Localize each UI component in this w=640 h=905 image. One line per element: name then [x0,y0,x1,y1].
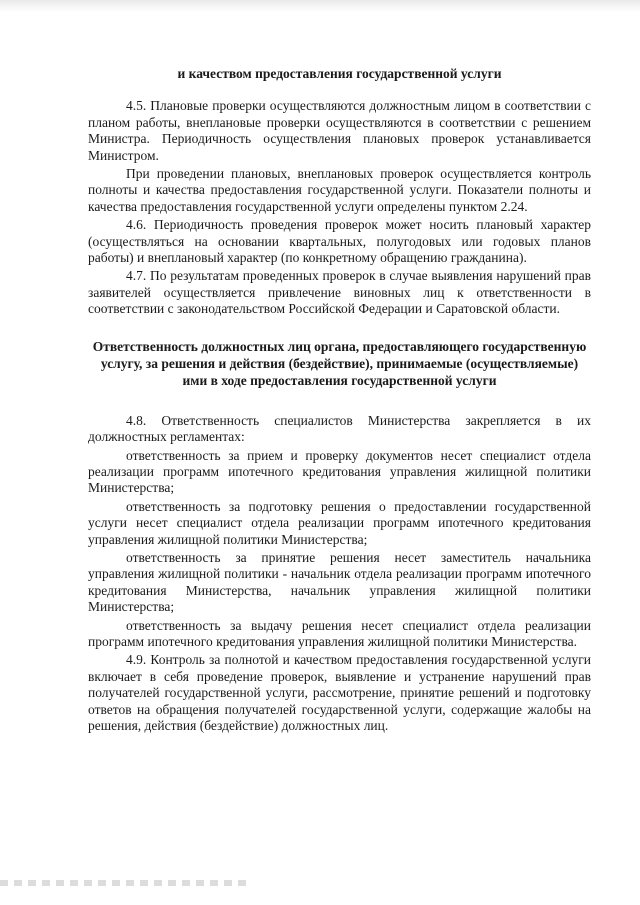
paragraph-responsibility-decision: ответственность за принятие решения несет заместитель начальника управления жилищной политики - начальник отдела реализации программ ипотечного кредитования Министерства, начальник управления жилищной политики Министерства; [88,549,591,615]
paragraph-4-5: 4.5. Плановые проверки осуществляются должностным лицом в соответствии с планом работы, внеплановые проверки осуществляются в соответствии с решением Министра. Периодичность осуществления плановых проверок устанавливается Министром. [88,98,591,163]
document-body [88,66,591,736]
paragraph-responsibility-preparation: ответственность за подготовку решения о предоставлении государственной услуги несет специалист отдела реализации программ ипотечного кредитования управления жилищной политики Министерства; [88,498,591,547]
paragraph-planned-checks: При проведении плановых, внеплановых проверок осуществляется контроль полноты и качества предоставления государственной услуги. Показатели полноты и качества предоставления государственной услуги определены пунктом 2.24. [88,166,591,214]
paragraph-4-6: 4.6. Периодичность проведения проверок может носить плановый характер (осуществляться на основании квартальных, полугодовых или годовых планов работы) и внеплановый характер (по конкретному обращению гражданина). [88,217,591,266]
paragraph-responsibility-issuance: ответственность за выдачу решения несет специалист отдела реализации программ ипотечного кредитования управления жилищной политики Министерства. [88,617,591,649]
paragraph-4-7: 4.7. По результатам проведенных проверок в случае выявления нарушений прав заявителей осуществляется привлечение виновных лиц к ответственности в соответствии с законодательством Российской Федерации и Саратовской области. [88,268,591,317]
paragraph-responsibility-intake: ответственность за прием и проверку документов несет специалист отдела реализации программ ипотечного кредитования управления жилищной политики Министерства; [88,447,591,496]
heading-top: и качеством предоставления государственной услуги [177,66,502,81]
scan-edge-top [0,0,640,12]
paragraph-4-9: 4.9. Контроль за полнотой и качеством предоставления государственной услуги включает в себя проведение проверок, выявление и устранение нарушений прав получателей государственной услуги, рассмотрение, принятие решений и подготовку ответов на обращения получателей государственной услуги, содержащие жалобы на решения, действия (бездействие) должностных лиц. [88,652,591,733]
scan-edge-bottom [0,880,250,886]
section-heading-responsibility: Ответственность должностных лиц органа, предоставляющего государственную услугу, за решения и действия (бездействие), принимаемые (осуществляемые) ими в ходе предоставления государственной услуги [92,338,587,388]
paragraph-4-8: 4.8. Ответственность специалистов Министерства закрепляется в их должностных регламентах: [88,412,591,445]
